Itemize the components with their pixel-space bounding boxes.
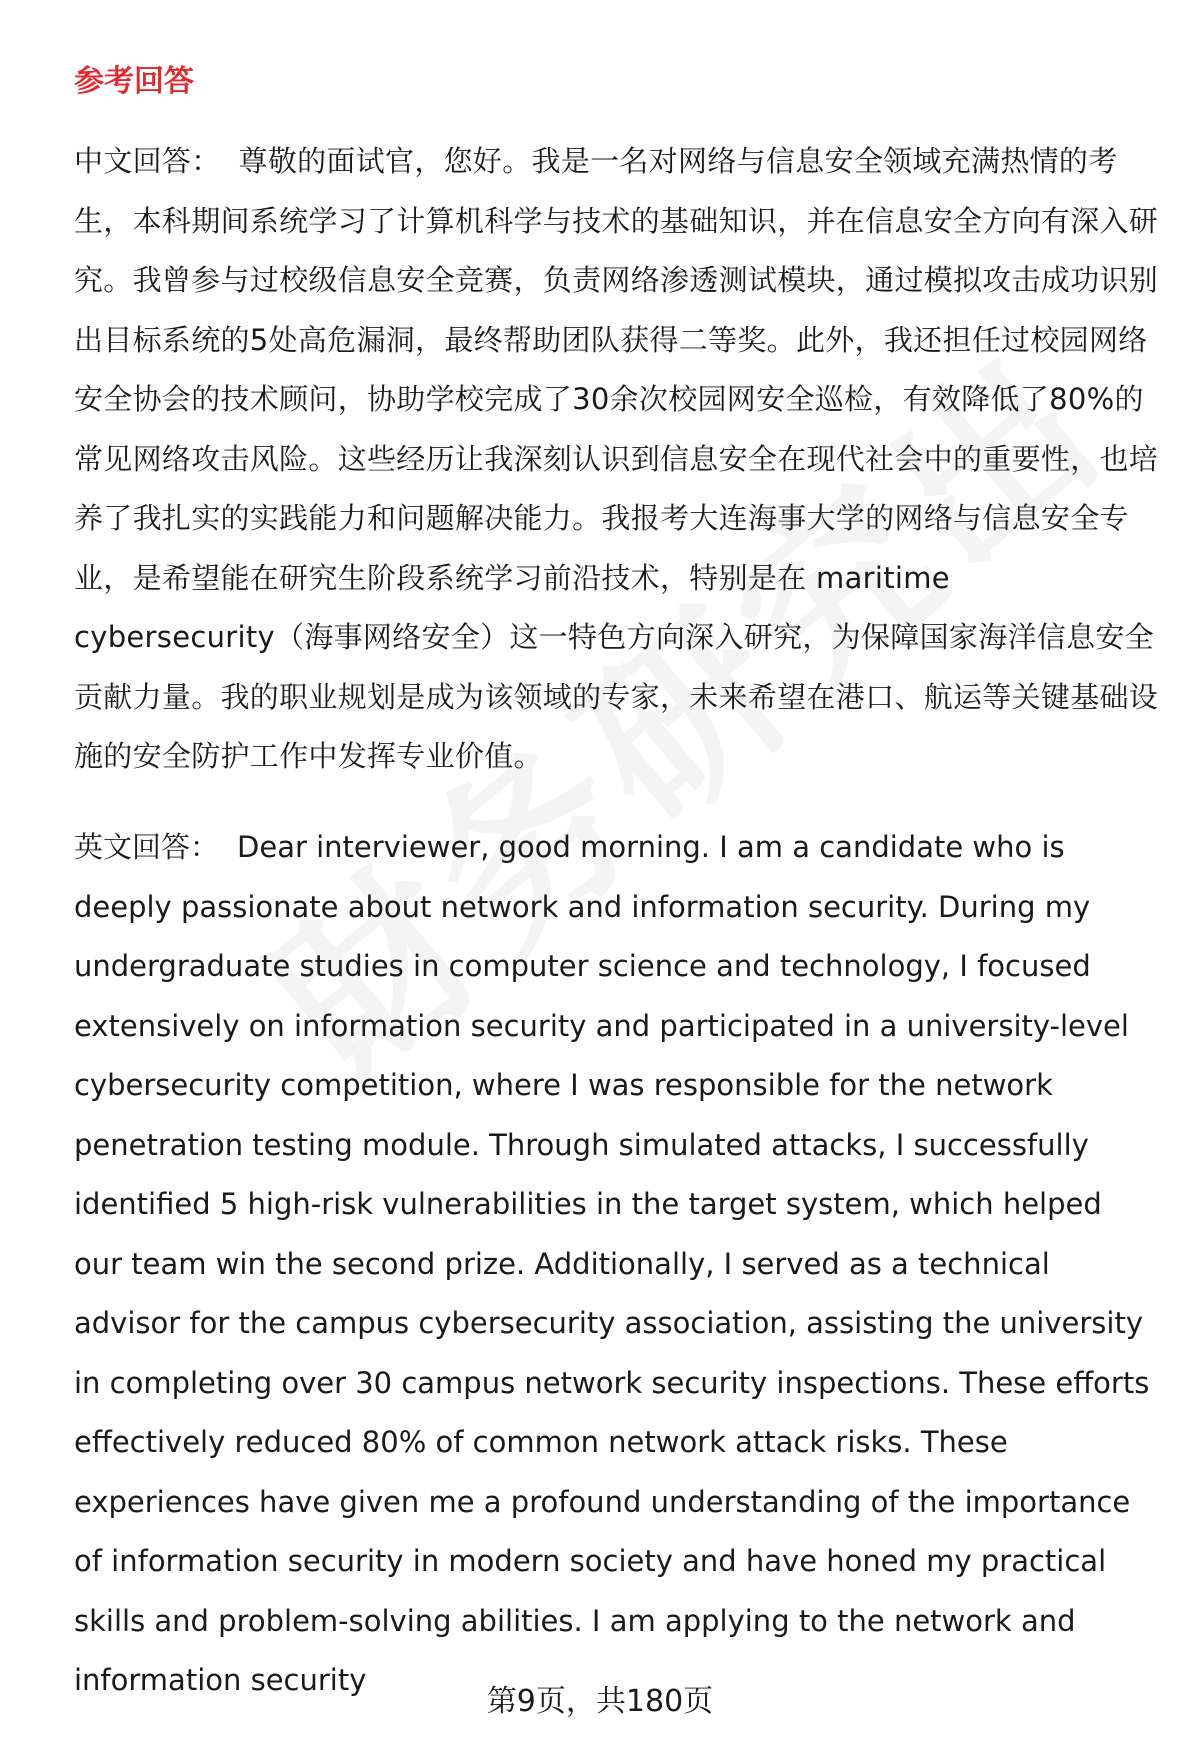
english-answer-paragraph [74,818,1159,1711]
page-number-footer: 第9页，共180页 [486,1684,714,1719]
section-title: 参考回答 [74,64,194,99]
english-answer-text: Dear interviewer, good morning. I am a candidate who is deeply passionate about network and information security. During my undergraduate studies in computer science and technology, I focused extensively on information security and participated in a university-level cybersecurity competition, where I was responsible for the network penetration testing module. Through simulated attacks, I successfully identified 5 high-risk vulnerabilities in the target system, which helped our team win the second prize. Additionally, I served as a technical advisor for the campus cybersecurity association, assisting the university in completing over 30 campus network security inspections. These efforts effectively reduced 80% of common network attack risks. These experiences have given me a profound understanding of the importance of information security in modern society and have honed my practical skills and problem-solving abilities. I am applying to the network and information security [74,830,1150,1697]
english-answer-label: 英文回答： [74,830,220,864]
chinese-answer-label: 中文回答： [74,144,221,178]
chinese-answer-text: 尊敬的面试官，您好。我是一名对网络与信息安全领域充满热情的考生，本科期间系统学习了计算机科学与技术的基础知识，并在信息安全方向有深入研究。我曾参与过校级信息安全竞赛，负责网络渗透测试模块，通过模拟攻击成功识别出目标系统的5处高危漏洞，最终帮助团队获得二等奖。此外，我还担任过校园网络安全协会的技术顾问，协助学校完成了30余次校园网安全巡检，有效降低了80%的常见网络攻击风险。这些经历让我深刻认识到信息安全在现代社会中的重要性，也培养了我扎实的实践能力和问题解决能力。我报考大连海事大学的网络与信息安全专业，是希望能在研究生阶段系统学习前沿技术，特别是在 maritime cybersecurity（海事网络安全）这一特色方向深入研究，为保障国家海洋信息安全贡献力量。我的职业规划是成为该领域的专家，未来希望在港口、航运等关键基础设施的安全防护工作中发挥专业价值。 [74,144,1159,773]
chinese-answer-paragraph [74,132,1159,787]
